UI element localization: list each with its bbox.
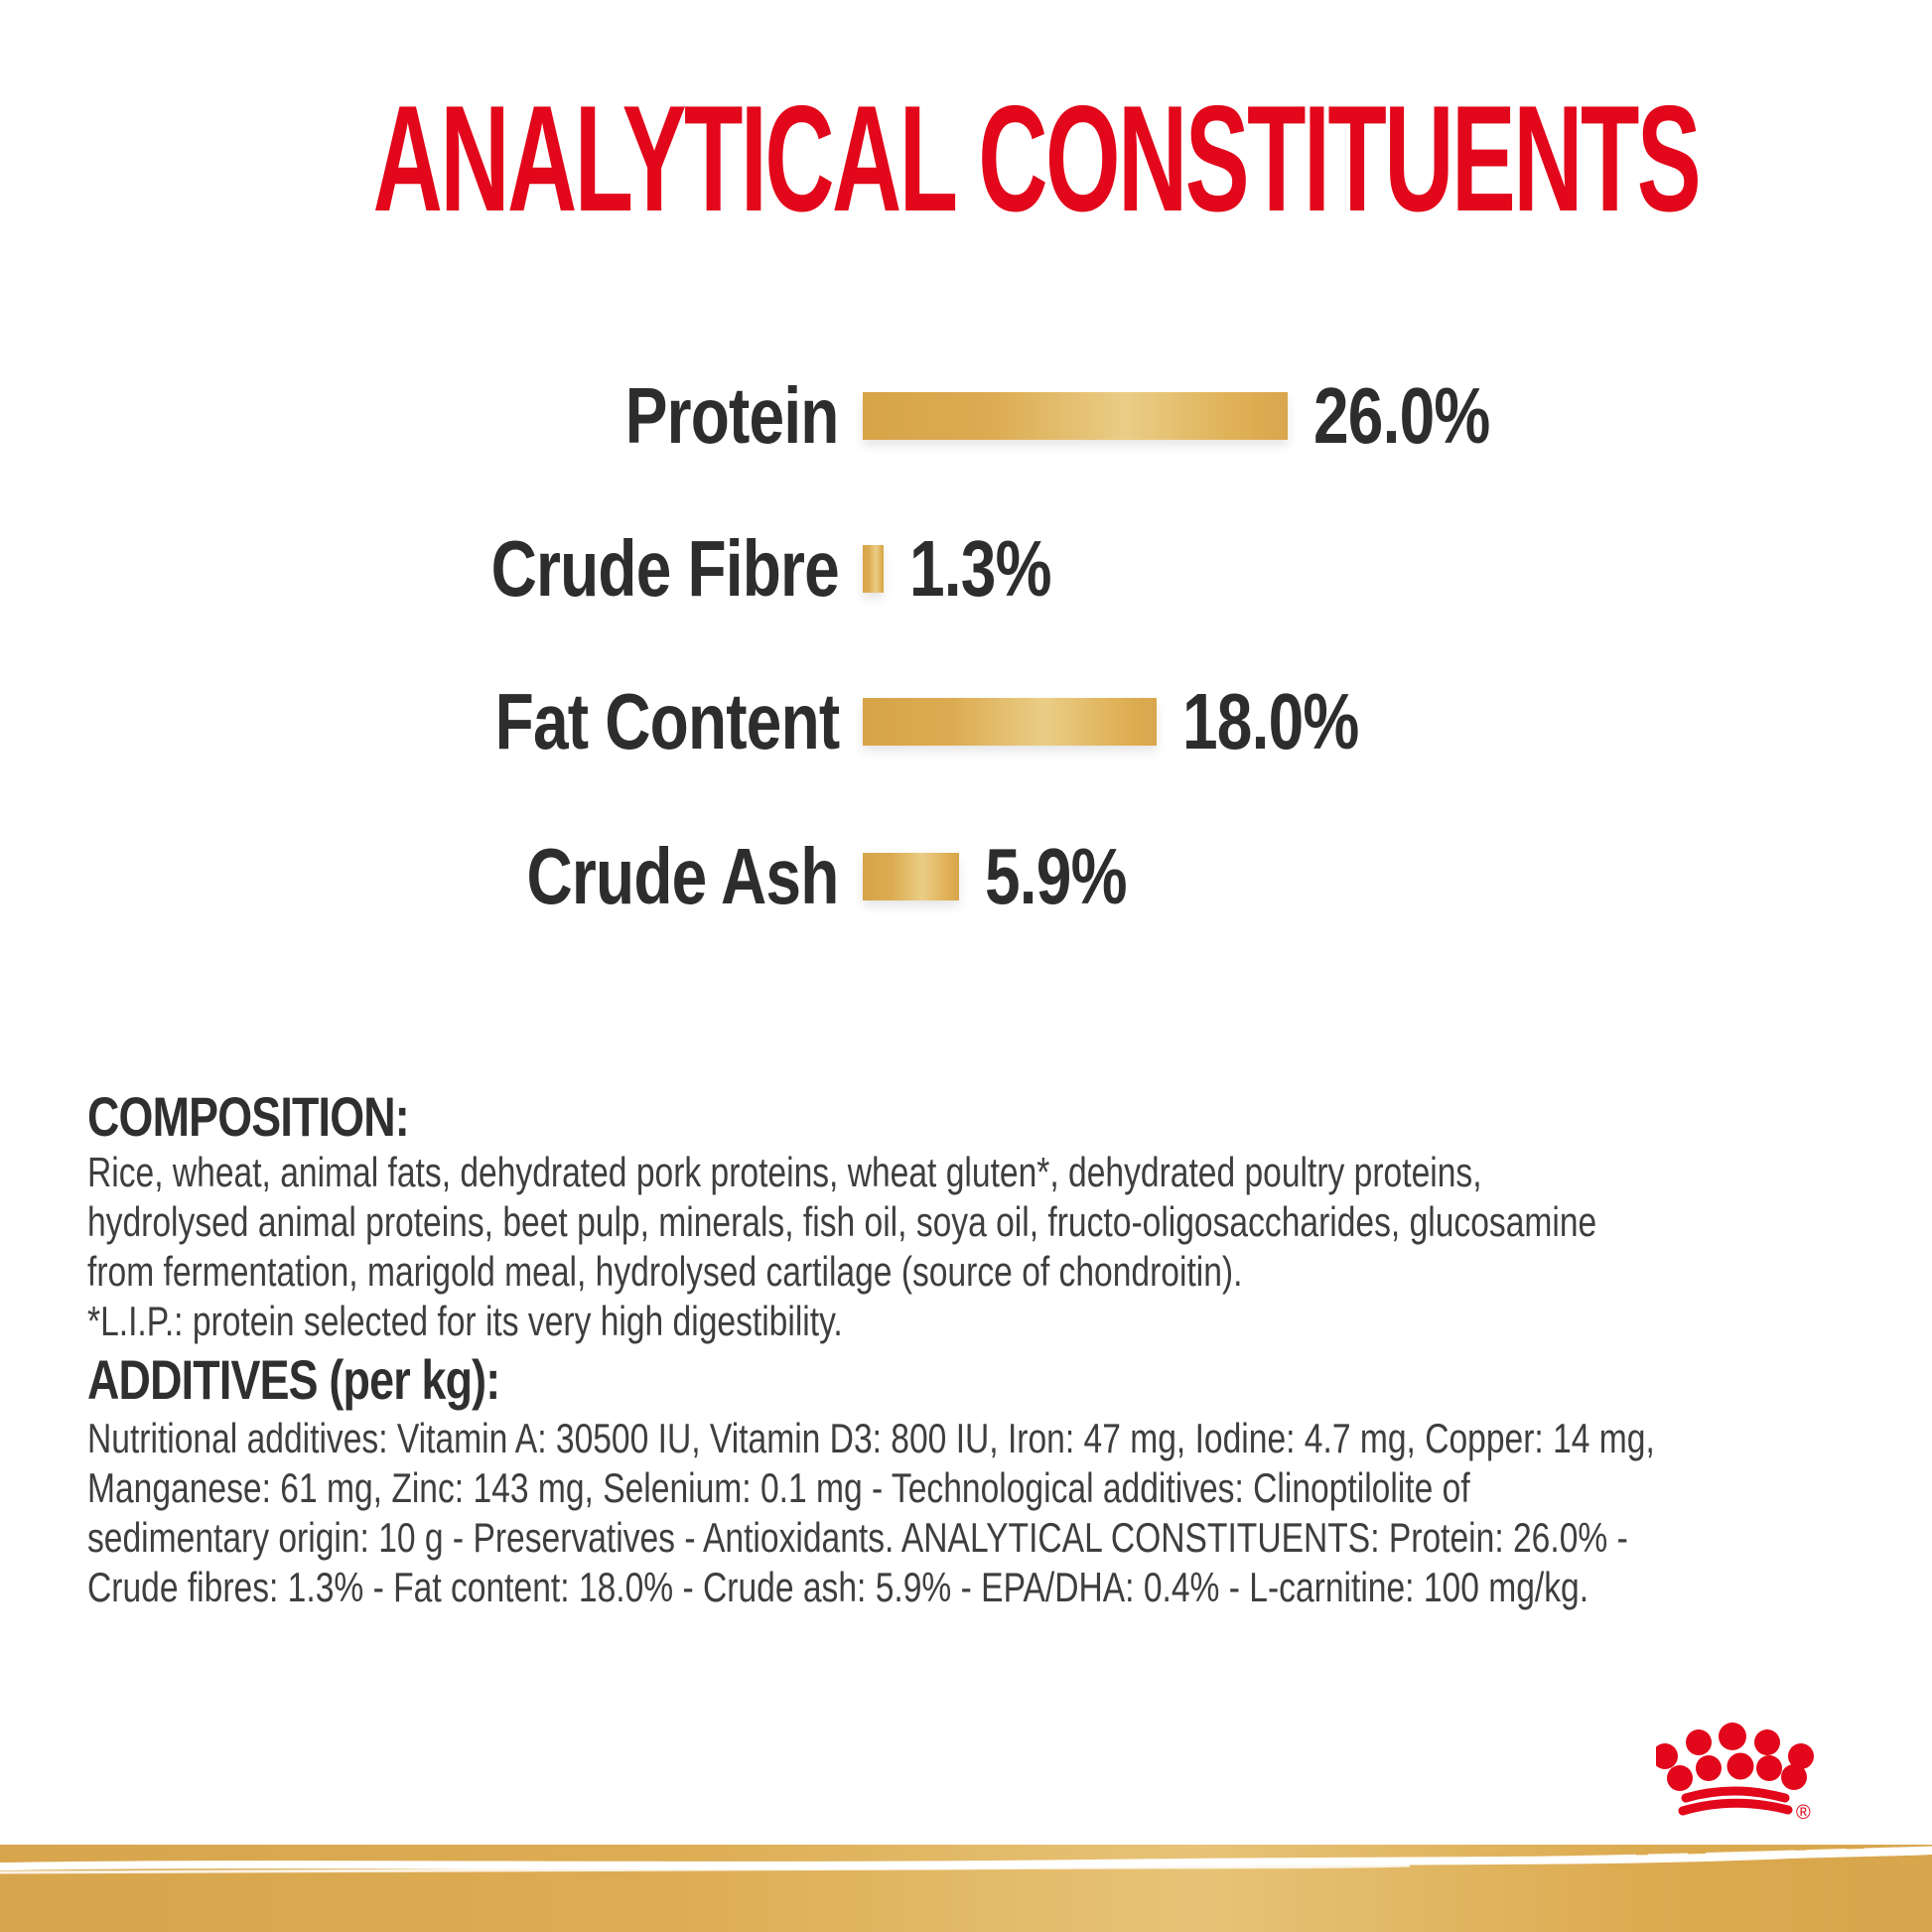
additives-line: Manganese: 61 mg, Zinc: 143 mg, Selenium: 0.1 mg - Technological additives: Clinoptilolite of xyxy=(87,1464,1470,1511)
chart-row-crude-ash xyxy=(0,832,1932,921)
registered-trademark-icon: ® xyxy=(1796,1802,1811,1824)
chart-value: 5.9% xyxy=(985,832,1127,920)
chart-label: Crude Ash xyxy=(526,832,839,920)
additives-line: Crude fibres: 1.3% - Fat content: 18.0% - Crude ash: 5.9% - EPA/DHA: 0.4% - L-carnitine: 100 mg/kg. xyxy=(87,1564,1589,1610)
chart-bar xyxy=(863,545,884,593)
additives-line: sedimentary origin: 10 g - Preservatives - Antioxidants. ANALYTICAL CONSTITUENTS: Protein: 26.0% - xyxy=(87,1514,1628,1561)
chart-label-cell xyxy=(0,523,839,615)
chart-label-cell xyxy=(0,370,839,462)
chart-value-cell xyxy=(1182,676,1403,767)
royal-canin-crown-logo xyxy=(1656,1719,1825,1826)
composition-line: from fermentation, marigold meal, hydrolysed cartilage (source of chondroitin). xyxy=(87,1248,1243,1295)
additives-line: Nutritional additives: Vitamin A: 30500 IU, Vitamin D3: 800 IU, Iron: 47 mg, Iodine: 4.7 mg, Copper: 14 mg, xyxy=(87,1415,1655,1461)
chart-row-protein xyxy=(0,371,1932,461)
gold-band xyxy=(0,1845,1932,1932)
chart-label-cell xyxy=(0,676,839,767)
chart-bar xyxy=(863,853,959,900)
composition-heading: COMPOSITION: xyxy=(87,1085,409,1148)
page-title: ANALYTICAL CONSTITUENTS xyxy=(372,74,1700,243)
brush-stroke-icon xyxy=(0,1845,1932,1932)
chart-value: 1.3% xyxy=(909,524,1052,613)
chart-label: Fat Content xyxy=(494,677,839,765)
chart-row-fat-content xyxy=(0,677,1932,766)
chart-bar xyxy=(863,392,1288,440)
composition-line: Rice, wheat, animal fats, dehydrated pork proteins, wheat gluten*, dehydrated poultry proteins, xyxy=(87,1149,1482,1195)
chart-row-crude-fibre xyxy=(0,524,1932,614)
chart-value-cell xyxy=(1313,370,1534,462)
chart-label: Crude Fibre xyxy=(490,524,839,613)
composition-line: hydrolysed animal proteins, beet pulp, minerals, fish oil, soya oil, fructo-oligosaccharides, glucosamine xyxy=(87,1198,1597,1245)
additives-heading: ADDITIVES (per kg): xyxy=(87,1348,500,1411)
chart-bar xyxy=(863,698,1157,746)
chart-value-cell xyxy=(985,831,1162,922)
page-title-wrap xyxy=(0,74,1932,243)
chart-label: Protein xyxy=(625,371,839,460)
lip-note-line: *L.I.P.: protein selected for its very high digestibility. xyxy=(87,1298,843,1344)
ingredients-text-block xyxy=(87,1086,1932,1612)
chart-value: 18.0% xyxy=(1182,677,1359,765)
chart-value-cell xyxy=(909,523,1086,615)
chart-value: 26.0% xyxy=(1312,371,1490,460)
chart-label-cell xyxy=(0,831,839,922)
